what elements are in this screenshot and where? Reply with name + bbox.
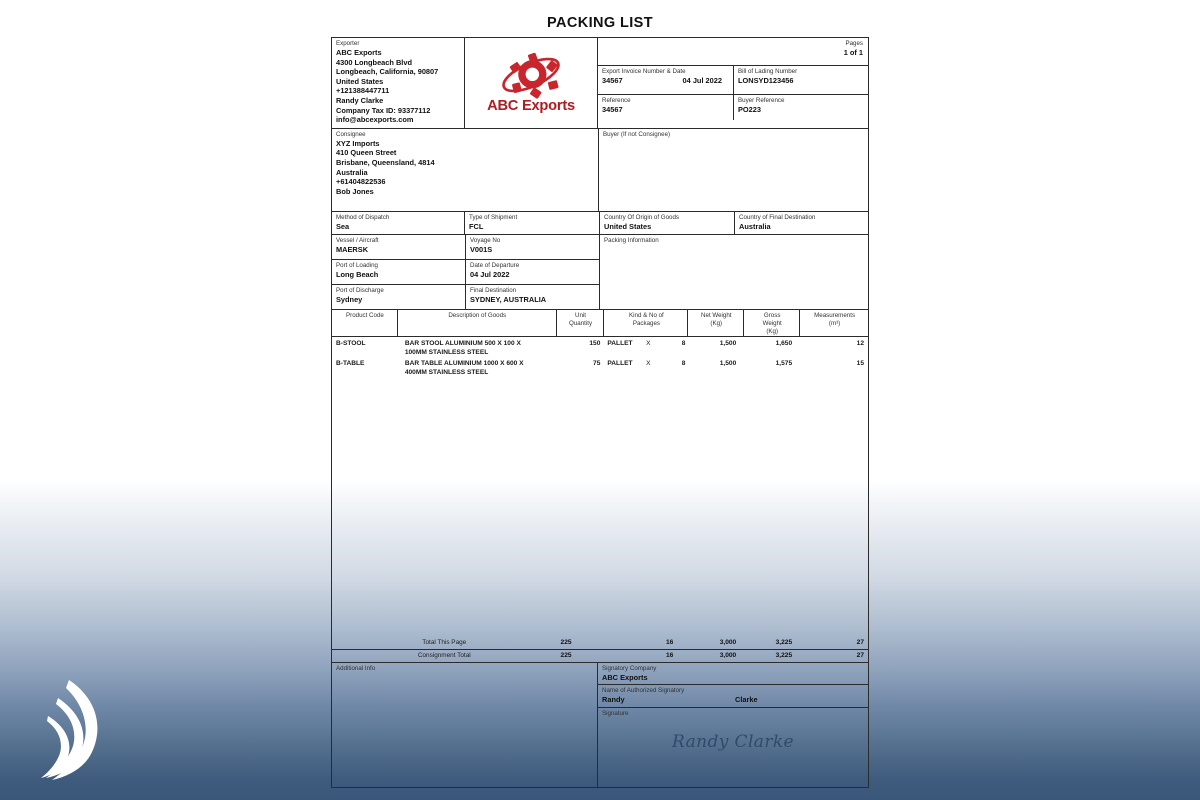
type-of-shipment-block — [465, 212, 600, 234]
date-of-departure-block — [466, 260, 599, 284]
country-destination-value: Australia — [739, 221, 771, 231]
vessel-value: MAERSK — [336, 244, 369, 254]
totals-unit-quantity: 225 — [560, 639, 572, 647]
signatory-first-name: Randy — [602, 694, 625, 704]
signatory-company-label: Signatory Company — [602, 664, 657, 672]
package-multiplier: X — [646, 360, 651, 368]
method-of-dispatch-value: Sea — [336, 221, 350, 231]
totals-gross-weight: 3,225 — [775, 639, 793, 647]
footer-band — [332, 663, 868, 788]
port-of-discharge-block — [332, 285, 466, 309]
invoice-bol-row — [598, 66, 868, 95]
dispatch-band — [332, 212, 868, 235]
buyer-reference-block — [734, 95, 868, 120]
port-of-discharge-label: Port of Discharge — [336, 286, 384, 294]
totals-row — [332, 650, 868, 663]
cell-measurements: 15 — [856, 360, 864, 368]
col-packages — [604, 310, 688, 336]
export-invoice-number: 34567 — [602, 76, 623, 85]
package-kind: PALLET — [607, 360, 633, 368]
col-product-code-label: Product Code — [346, 311, 384, 319]
packing-information-label: Packing Information — [604, 236, 659, 244]
table-row — [332, 337, 868, 358]
col-measurements-label-1: Measurements — [814, 311, 856, 319]
consignee-name: XYZ Imports — [336, 138, 380, 148]
items-table-body — [332, 337, 868, 637]
voyage-value: V001S — [470, 244, 493, 254]
bill-of-lading-block — [734, 66, 868, 94]
method-of-dispatch-block — [332, 212, 465, 234]
country-origin-label: Country Of Origin of Goods — [604, 213, 679, 221]
voyage-details-block — [332, 235, 600, 309]
cell-measurements: 12 — [856, 339, 864, 347]
type-of-shipment-label: Type of Shipment — [469, 213, 518, 221]
consignee-address-2: Brisbane, Queensland, 4814 — [336, 157, 435, 167]
port-of-discharge-value: Sydney — [336, 294, 363, 304]
pages-value: 1 of 1 — [843, 48, 863, 57]
cell-gross-weight: 1,650 — [775, 339, 793, 347]
package-count: 8 — [681, 339, 686, 347]
cell-unit-quantity: 150 — [589, 339, 601, 347]
reference-value: 34567 — [602, 105, 623, 114]
port-of-loading-block — [332, 260, 466, 284]
cell-description — [398, 360, 557, 378]
export-invoice-date: 04 Jul 2022 — [682, 76, 722, 85]
pages-block — [598, 38, 868, 66]
col-gross-weight — [744, 310, 800, 336]
totals-row — [332, 637, 868, 650]
reference-row — [598, 95, 868, 120]
loading-departure-row — [332, 260, 599, 285]
consignee-contact: Bob Jones — [336, 186, 374, 196]
cell-packages — [604, 340, 688, 358]
invoice-reference-block — [598, 38, 868, 128]
country-origin-value: United States — [604, 221, 652, 231]
totals-net-weight: 3,000 — [719, 652, 737, 660]
consignee-phone: +61404822536 — [336, 177, 386, 187]
cell-net-weight: 1,500 — [719, 360, 737, 368]
consignee-country: Australia — [336, 167, 368, 177]
cell-net-weight: 1,500 — [719, 339, 737, 347]
totals-unit-quantity: 225 — [560, 652, 572, 660]
bill-of-lading-value: LONSYD123456 — [738, 76, 794, 85]
col-description-label: Description of Goods — [448, 311, 507, 319]
package-count: 8 — [681, 360, 686, 368]
col-net-weight — [688, 310, 744, 336]
signature-image: Randy Clarke — [671, 731, 795, 752]
exporter-address-2: Longbeach, California, 90807 — [336, 67, 439, 77]
company-logo-text: ABC Exports — [487, 97, 575, 114]
company-logo — [465, 38, 598, 128]
country-destination-block — [735, 212, 868, 234]
additional-info-block — [332, 663, 598, 787]
cell-product-code: B-STOOL — [336, 339, 366, 347]
signatory-company-block — [598, 663, 868, 685]
consignee-band — [332, 129, 868, 212]
col-net-weight-label-2: (Kg) — [710, 319, 723, 327]
col-gross-weight-label-3: (Kg) — [766, 327, 779, 335]
pages-label: Pages — [845, 40, 863, 47]
discharge-destination-row — [332, 285, 599, 309]
vessel-label: Vessel / Aircraft — [336, 236, 379, 244]
package-kind: PALLET — [607, 339, 633, 347]
description-line-1: BAR TABLE ALUMINIUM 1000 X 600 X — [404, 360, 524, 368]
signatory-company-value: ABC Exports — [602, 672, 648, 682]
date-of-departure-label: Date of Departure — [470, 261, 520, 269]
totals-measurements: 27 — [856, 639, 864, 647]
final-destination-value: SYDNEY, AUSTRALIA — [470, 294, 547, 304]
totals-net-weight: 3,000 — [719, 639, 737, 647]
col-gross-weight-label-1: Gross — [763, 311, 781, 319]
exporter-label: Exporter — [336, 40, 360, 47]
col-packages-label-2: Packages — [632, 319, 660, 327]
col-unit-quantity-label-1: Unit — [575, 311, 587, 319]
col-measurements-label-2: (m³) — [828, 319, 841, 327]
final-destination-block — [466, 285, 599, 309]
cell-description — [398, 340, 557, 358]
reference-label: Reference — [602, 97, 631, 104]
exporter-block — [332, 38, 465, 128]
items-table-header — [332, 310, 868, 337]
authorized-signatory-label: Name of Authorized Signatory — [602, 686, 685, 694]
method-of-dispatch-label: Method of Dispatch — [336, 213, 390, 221]
description-line-2: 400MM STAINLESS STEEL — [404, 369, 489, 377]
vessel-block — [332, 235, 466, 259]
buyer-reference-label: Buyer Reference — [738, 97, 785, 104]
totals-package-count: 16 — [665, 652, 674, 660]
totals-measurements: 27 — [856, 652, 864, 660]
col-unit-quantity-label-2: Quantity — [569, 319, 593, 327]
description-line-1: BAR STOOL ALUMINIUM 500 X 100 X — [404, 339, 521, 347]
signature-block — [598, 708, 868, 784]
consignee-block — [332, 129, 599, 211]
totals-label: Consignment Total — [417, 652, 471, 660]
signatory-last-name: Clarke — [734, 694, 758, 704]
port-of-loading-value: Long Beach — [336, 269, 379, 279]
cell-product-code: B-TABLE — [336, 360, 365, 368]
bill-of-lading-label: Bill of Lading Number — [738, 68, 798, 75]
packing-list-document — [331, 14, 869, 788]
col-measurements — [800, 310, 868, 336]
exporter-phone: +121388447711 — [336, 86, 390, 96]
date-of-departure-value: 04 Jul 2022 — [470, 269, 510, 279]
country-destination-label: Country of Final Destination — [739, 213, 816, 221]
voyage-block — [466, 235, 599, 259]
cell-unit-quantity: 75 — [593, 360, 601, 368]
exporter-address-1: 4300 Longbeach Blvd — [336, 57, 412, 67]
col-net-weight-label-1: Net Weight — [701, 311, 732, 319]
cell-packages — [604, 360, 688, 378]
description-line-2: 100MM STAINLESS STEEL — [404, 348, 489, 356]
buyer-label: Buyer (If not Consignee) — [603, 130, 671, 138]
form-body — [331, 37, 869, 788]
export-invoice-block — [598, 66, 734, 94]
exporter-country: United States — [336, 76, 384, 86]
col-unit-quantity — [557, 310, 605, 336]
col-product-code — [332, 310, 398, 336]
packing-information-block — [600, 235, 868, 309]
package-multiplier: X — [646, 339, 651, 347]
exporter-name: ABC Exports — [336, 48, 382, 57]
table-row — [332, 357, 868, 378]
col-description — [398, 310, 557, 336]
consignee-label: Consignee — [336, 130, 366, 138]
totals-package-count: 16 — [665, 639, 674, 647]
exporter-contact: Randy Clarke — [336, 95, 384, 105]
swoosh-wing-icon — [22, 668, 132, 783]
totals-label: Total This Page — [422, 639, 467, 647]
consignee-address-1: 410 Queen Street — [336, 148, 397, 158]
voyage-label: Voyage No — [470, 236, 501, 244]
cell-gross-weight: 1,575 — [775, 360, 793, 368]
exporter-email: info@abcexports.com — [336, 115, 414, 125]
buyer-block — [599, 129, 868, 211]
vessel-voyage-row — [332, 235, 599, 260]
totals-gross-weight: 3,225 — [775, 652, 793, 660]
items-totals — [332, 637, 868, 663]
authorized-signatory-block — [598, 685, 868, 708]
country-origin-block — [600, 212, 735, 234]
type-of-shipment-value: FCL — [469, 221, 484, 231]
page-title: PACKING LIST — [546, 15, 654, 31]
buyer-reference-value: PO223 — [738, 105, 762, 114]
reference-block — [598, 95, 734, 120]
signature-label: Signature — [602, 709, 629, 717]
port-of-loading-label: Port of Loading — [336, 261, 378, 269]
final-destination-label: Final Destination — [470, 286, 517, 294]
additional-info-label: Additional Info — [336, 664, 376, 672]
header-band — [332, 38, 868, 129]
vessel-packing-band — [332, 235, 868, 310]
exporter-tax-id: Company Tax ID: 93377112 — [336, 105, 431, 115]
gear-orbit-icon — [494, 52, 568, 102]
export-invoice-label: Export Invoice Number & Date — [602, 68, 686, 75]
signatory-column — [598, 663, 868, 787]
col-gross-weight-label-2: Weight — [762, 319, 782, 327]
col-packages-label-1: Kind & No of — [629, 311, 664, 319]
